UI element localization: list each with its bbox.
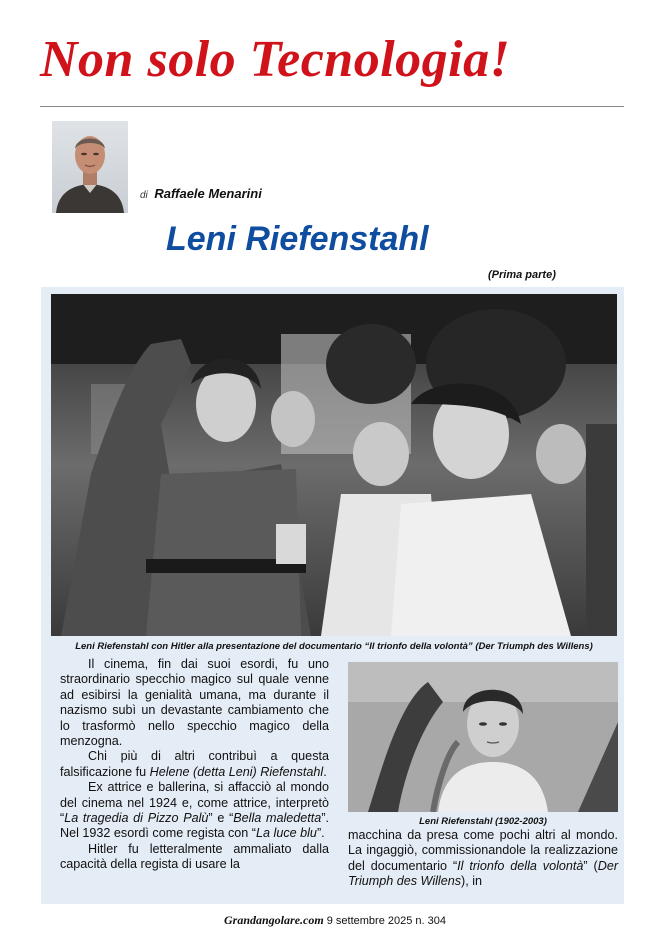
paragraph-4: Hitler fu letteralmente ammaliato dalla capacità della regista di usare la	[60, 841, 329, 872]
article-subtitle: (Prima parte)	[488, 269, 556, 281]
paragraph-right-a: macchina da presa come pochi altri al mondo. La ingaggiò, commissionandole la realizzazione del documentario “	[348, 828, 618, 873]
article-body-right	[348, 828, 618, 890]
author-name: Raffaele Menarini	[154, 186, 262, 201]
article-title: Leni Riefenstahl	[166, 220, 429, 258]
author-photo	[52, 121, 128, 213]
paragraph-3-film1: La tragedia di Pizzo Palù	[64, 811, 209, 826]
paragraph-3-film3: La luce blu	[256, 826, 317, 841]
paragraph-2-end: .	[323, 764, 327, 779]
side-photo	[348, 662, 618, 812]
article-body-left	[60, 657, 329, 873]
paragraph-right	[348, 828, 618, 890]
paragraph-3-film2: Bella maledetta	[233, 811, 322, 826]
paragraph-right-b: ” (	[583, 858, 598, 873]
paragraph-right-film: Il trionfo della volontà	[457, 858, 584, 873]
side-photo-caption: Leni Riefenstahl (1902-2003)	[419, 816, 547, 827]
paragraph-3-d: ”.	[316, 826, 325, 841]
paragraph-right-film-de: Der Triumph des Willens	[348, 858, 619, 889]
main-photo-caption: Leni Riefenstahl con Hitler alla presentazione del documentario “Il trionfo della volontà” (Der Triumph des Willens)	[75, 641, 593, 652]
main-photo	[51, 294, 617, 636]
paragraph-3	[60, 780, 329, 842]
paragraph-3-c: ”. Nel 1932 esordì come regista con “	[60, 811, 330, 841]
paragraph-3-b: ” e “	[208, 811, 234, 826]
paragraph-2	[60, 749, 329, 780]
paragraph-2-text: Chi più di altri contribuì a questa falsificazione fu	[60, 749, 329, 779]
page-footer	[0, 913, 670, 928]
masthead-title: Non solo Tecnologia!	[40, 31, 511, 88]
byline-prefix: di	[140, 190, 148, 201]
paragraph-3-a: Ex attrice e ballerina, si affacciò al mondo del cinema nel 1924 e, come attrice, interpretò “	[60, 780, 329, 826]
footer-info: 9 settembre 2025 n. 304	[326, 915, 446, 927]
header-divider	[40, 106, 624, 107]
paragraph-right-c: ), in	[461, 874, 483, 889]
paragraph-2-name: Helene (detta Leni) Riefenstahl	[149, 764, 324, 779]
footer-site: Grandangolare.com	[224, 913, 324, 927]
paragraph-1: Il cinema, fin dai suoi esordi, fu uno straordinario specchio magico sul quale venne ad esibirsi la genialità umana, ma durante il nazismo subì un devastante cambiamento che lo trasformò nello specchio magico della menzogna.	[60, 657, 329, 749]
byline	[140, 186, 262, 201]
